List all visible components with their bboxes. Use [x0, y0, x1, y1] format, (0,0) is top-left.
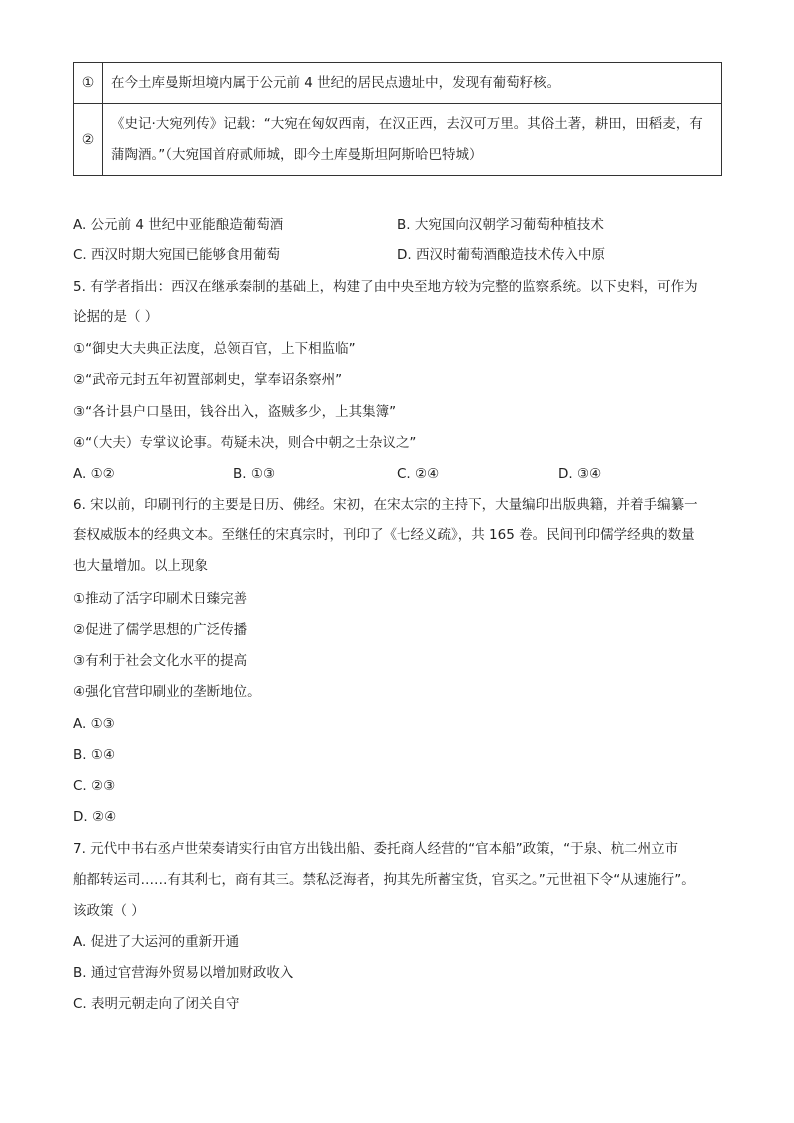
- table-row: [74, 63, 722, 104]
- q7-option-a: A. 促进了大运河的重新开通: [73, 934, 240, 950]
- q6-item: ④强化官营印刷业的垄断地位。: [73, 684, 261, 700]
- q6-option-a: A. ①③: [73, 716, 115, 732]
- q6-item: ③有利于社会文化水平的提高: [73, 653, 248, 669]
- q5-option-b: B. ①③: [233, 466, 276, 482]
- q5-option-c: C. ②④: [397, 466, 440, 482]
- q6-option-c: C. ②③: [73, 778, 116, 794]
- q7-option-b: B. 通过官营海外贸易以增加财政收入: [73, 965, 294, 981]
- q7-option-c: C. 表明元朝走向了闭关自守: [73, 996, 240, 1012]
- q6-option-b: B. ①④: [73, 747, 116, 763]
- row-number: ②: [74, 104, 103, 176]
- q5-item: ③“各计县户口垦田，钱谷出入，盗贼多少，上其集簿”: [73, 404, 397, 420]
- q7-stem-line: 该政策（ ）: [73, 903, 145, 919]
- q5-item: ①“御史大夫典正法度，总领百官，上下相监临”: [73, 341, 356, 357]
- row-number: ①: [74, 63, 103, 104]
- q6-item: ①推动了活字印刷术日臻完善: [73, 591, 248, 607]
- q6-item: ②促进了儒学思想的广泛传播: [73, 622, 248, 638]
- q4-option-d: D. 西汉时葡萄酒酿造技术传入中原: [397, 247, 605, 263]
- q7-stem-line: 7. 元代中书右丞卢世荣奏请实行由官方出钱出船、委托商人经营的“官本船”政策，“于泉、杭二州立市: [73, 841, 679, 857]
- q6-stem-line: 套权威版本的经典文本。至继任的宋真宗时，刊印了《七经义疏》，共 165 卷。民间刊印儒学经典的数量: [73, 527, 695, 543]
- row-text: 《史记·大宛列传》记载：“大宛在匈奴西南，在汉正西，去汉可万里。其俗土著，耕田，田稻麦，有蒲陶酒。”（大宛国首府贰师城，即今土库曼斯坦阿斯哈巴特城）: [103, 104, 722, 176]
- q4-option-c: C. 西汉时期大宛国已能够食用葡萄: [73, 247, 281, 263]
- q4-option-a: A. 公元前 4 世纪中亚能酿造葡萄酒: [73, 217, 284, 233]
- q5-stem-line: 5. 有学者指出：西汉在继承秦制的基础上，构建了由中央至地方较为完整的监察系统。以下史料，可作为: [73, 279, 698, 295]
- q5-item: ④“（大夫）专掌议论事。苟疑未决，则合中朝之士杂议之”: [73, 435, 417, 451]
- q5-item: ②“武帝元封五年初置部刺史，掌奉诏条察州”: [73, 372, 343, 388]
- table-row: [74, 104, 722, 176]
- q6-option-d: D. ②④: [73, 809, 117, 825]
- q4-option-b: B. 大宛国向汉朝学习葡萄种植技术: [397, 217, 604, 233]
- q5-option-d: D. ③④: [558, 466, 602, 482]
- q5-option-a: A. ①②: [73, 466, 115, 482]
- q5-stem-line: 论据的是（ ）: [73, 309, 159, 325]
- source-table: [73, 62, 722, 176]
- q7-stem-line: 舶都转运司……有其利七，商有其三。禁私泛海者，拘其先所蓄宝货，官买之。”元世祖下令“从速施行”。: [73, 872, 695, 888]
- q6-stem-line: 6. 宋以前，印刷刊行的主要是日历、佛经。宋初，在宋太宗的主持下，大量编印出版典籍，并着手编纂一: [73, 497, 698, 513]
- row-text: 在今土库曼斯坦境内属于公元前 4 世纪的居民点遗址中，发现有葡萄籽核。: [103, 63, 722, 104]
- q6-stem-line: 也大量增加。以上现象: [73, 558, 208, 574]
